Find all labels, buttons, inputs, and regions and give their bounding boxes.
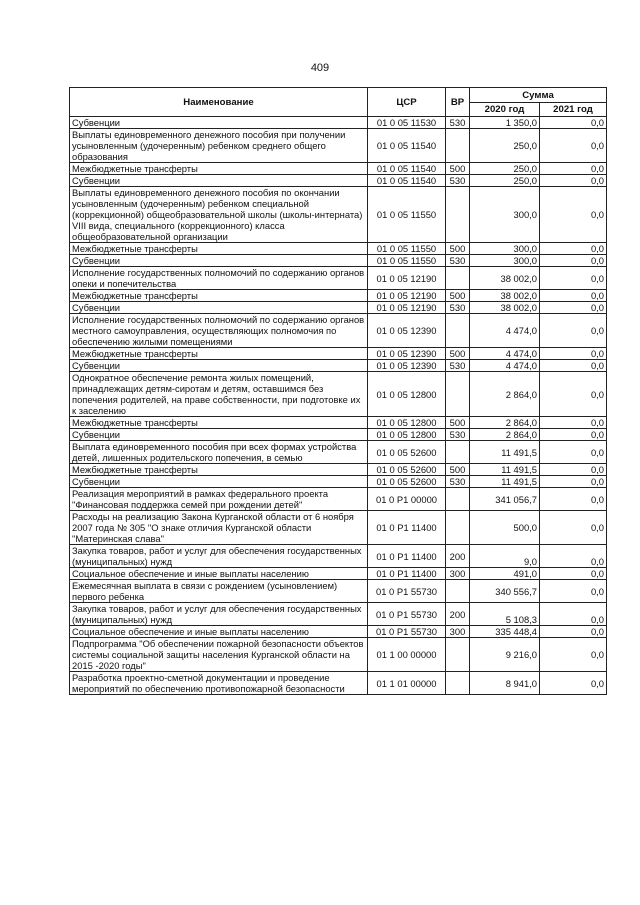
cell-amount-2021: 0,0 — [540, 267, 607, 290]
cell-amount-2020: 4 474,0 — [470, 360, 540, 372]
cell-vr: 500 — [446, 243, 470, 255]
table-row — [70, 255, 607, 267]
cell-amount-2021: 0,0 — [540, 348, 607, 360]
cell-vr: 500 — [446, 348, 470, 360]
cell-amount-2020: 11 491,5 — [470, 441, 540, 464]
cell-amount-2020: 500,0 — [470, 511, 540, 545]
cell-vr: 500 — [446, 464, 470, 476]
header-name: Наименование — [70, 88, 368, 117]
cell-csr: 01 0 05 12390 — [368, 360, 446, 372]
cell-amount-2020: 491,0 — [470, 568, 540, 580]
cell-name: Межбюджетные трансферты — [70, 348, 368, 360]
cell-amount-2021: 0,0 — [540, 511, 607, 545]
table-row — [70, 129, 607, 163]
table-row — [70, 314, 607, 348]
cell-amount-2021: 0,0 — [540, 129, 607, 163]
cell-vr: 200 — [446, 603, 470, 626]
cell-amount-2021: 0,0 — [540, 187, 607, 243]
cell-csr: 01 0 05 52600 — [368, 441, 446, 464]
cell-amount-2021: 0,0 — [540, 314, 607, 348]
cell-amount-2020: 250,0 — [470, 175, 540, 187]
cell-amount-2021: 0,0 — [540, 360, 607, 372]
cell-csr: 01 0 05 12800 — [368, 372, 446, 417]
cell-amount-2020: 5 108,3 — [470, 603, 540, 626]
cell-vr: 500 — [446, 417, 470, 429]
table-row — [70, 163, 607, 175]
table-row — [70, 175, 607, 187]
cell-amount-2021: 0,0 — [540, 580, 607, 603]
cell-vr: 530 — [446, 175, 470, 187]
table-row — [70, 638, 607, 672]
table-row — [70, 243, 607, 255]
cell-vr: 300 — [446, 568, 470, 580]
cell-amount-2020: 38 002,0 — [470, 302, 540, 314]
table-row — [70, 187, 607, 243]
cell-name: Выплаты единовременного денежного пособия по окончании усыновленным (удочеренным) ребенком специальной (коррекционной) общеобразовательной школы (школы-интерната) VIII вида, специального (коррекционного) класса общеобразовательной организации — [70, 187, 368, 243]
cell-vr — [446, 638, 470, 672]
cell-csr: 01 0 05 11550 — [368, 255, 446, 267]
cell-amount-2020: 11 491,5 — [470, 476, 540, 488]
cell-name: Исполнение государственных полномочий по содержанию органов местного самоуправления, осуществляющих полномочия по обеспечению жилыми помещениями — [70, 314, 368, 348]
table-row — [70, 626, 607, 638]
table-row — [70, 348, 607, 360]
cell-name: Реализация мероприятий в рамках федерального проекта "Финансовая поддержка семей при рождении детей" — [70, 488, 368, 511]
cell-amount-2020: 1 350,0 — [470, 117, 540, 129]
cell-vr — [446, 267, 470, 290]
cell-amount-2021: 0,0 — [540, 464, 607, 476]
table-row — [70, 441, 607, 464]
table-row — [70, 488, 607, 511]
cell-vr: 530 — [446, 429, 470, 441]
cell-vr: 530 — [446, 255, 470, 267]
header-csr: ЦСР — [368, 88, 446, 117]
cell-vr — [446, 129, 470, 163]
cell-name: Субвенции — [70, 429, 368, 441]
cell-amount-2021: 0,0 — [540, 117, 607, 129]
table-row — [70, 603, 607, 626]
cell-amount-2020: 335 448,4 — [470, 626, 540, 638]
cell-amount-2021: 0,0 — [540, 476, 607, 488]
cell-csr: 01 0 P1 55730 — [368, 603, 446, 626]
cell-vr — [446, 511, 470, 545]
cell-amount-2021: 0,0 — [540, 372, 607, 417]
cell-name: Разработка проектно-сметной документации и проведение мероприятий по обеспечению противопожарной безопасности — [70, 672, 368, 695]
cell-amount-2020: 300,0 — [470, 243, 540, 255]
cell-amount-2020: 340 556,7 — [470, 580, 540, 603]
table-row — [70, 267, 607, 290]
cell-amount-2021: 0,0 — [540, 243, 607, 255]
cell-amount-2020: 300,0 — [470, 255, 540, 267]
cell-csr: 01 0 05 12190 — [368, 267, 446, 290]
cell-amount-2020: 2 864,0 — [470, 372, 540, 417]
cell-amount-2020: 300,0 — [470, 187, 540, 243]
cell-csr: 01 0 05 12800 — [368, 417, 446, 429]
cell-csr: 01 0 05 12190 — [368, 302, 446, 314]
cell-vr — [446, 372, 470, 417]
table-row — [70, 672, 607, 695]
cell-vr — [446, 314, 470, 348]
table-row — [70, 545, 607, 568]
table-row — [70, 568, 607, 580]
cell-amount-2021: 0,0 — [540, 417, 607, 429]
table-row — [70, 372, 607, 417]
cell-csr: 01 0 05 11540 — [368, 175, 446, 187]
table-header — [70, 88, 607, 117]
cell-vr: 530 — [446, 302, 470, 314]
cell-vr — [446, 187, 470, 243]
cell-vr: 530 — [446, 117, 470, 129]
table-row — [70, 290, 607, 302]
cell-vr — [446, 488, 470, 511]
cell-csr: 01 0 05 11540 — [368, 129, 446, 163]
cell-amount-2021: 0,0 — [540, 290, 607, 302]
cell-csr: 01 1 00 00000 — [368, 638, 446, 672]
cell-csr: 01 0 P1 00000 — [368, 488, 446, 511]
cell-csr: 01 0 05 12800 — [368, 429, 446, 441]
cell-name: Субвенции — [70, 302, 368, 314]
table-body — [70, 117, 607, 695]
cell-amount-2020: 4 474,0 — [470, 314, 540, 348]
cell-amount-2021: 0,0 — [540, 441, 607, 464]
cell-name: Межбюджетные трансферты — [70, 243, 368, 255]
cell-csr: 01 0 05 12390 — [368, 314, 446, 348]
cell-amount-2021: 0,0 — [540, 488, 607, 511]
cell-name: Межбюджетные трансферты — [70, 464, 368, 476]
cell-amount-2021: 0,0 — [540, 429, 607, 441]
cell-name: Выплата единовременного пособия при всех формах устройства детей, лишенных родительского попечения, в семью — [70, 441, 368, 464]
cell-csr: 01 0 05 11550 — [368, 187, 446, 243]
page-number: 409 — [310, 62, 330, 74]
cell-name: Субвенции — [70, 117, 368, 129]
cell-name: Межбюджетные трансферты — [70, 163, 368, 175]
cell-vr — [446, 441, 470, 464]
budget-table — [69, 87, 607, 695]
cell-amount-2021: 0,0 — [540, 545, 607, 568]
cell-amount-2021: 0,0 — [540, 163, 607, 175]
table-row — [70, 464, 607, 476]
cell-name: Закупка товаров, работ и услуг для обеспечения государственных (муниципальных) нужд — [70, 603, 368, 626]
cell-amount-2021: 0,0 — [540, 638, 607, 672]
cell-csr: 01 0 05 11540 — [368, 163, 446, 175]
table-row — [70, 580, 607, 603]
cell-name: Социальное обеспечение и иные выплаты населению — [70, 626, 368, 638]
cell-vr: 300 — [446, 626, 470, 638]
cell-amount-2021: 0,0 — [540, 255, 607, 267]
cell-amount-2020: 9,0 — [470, 545, 540, 568]
cell-csr: 01 0 05 12390 — [368, 348, 446, 360]
cell-amount-2021: 0,0 — [540, 626, 607, 638]
cell-vr: 500 — [446, 163, 470, 175]
cell-csr: 01 0 P1 11400 — [368, 568, 446, 580]
header-vr: ВР — [446, 88, 470, 117]
header-sum: Сумма — [470, 88, 607, 103]
cell-amount-2021: 0,0 — [540, 672, 607, 695]
cell-csr: 01 0 05 11530 — [368, 117, 446, 129]
cell-amount-2020: 341 056,7 — [470, 488, 540, 511]
cell-name: Субвенции — [70, 175, 368, 187]
cell-amount-2020: 4 474,0 — [470, 348, 540, 360]
cell-amount-2020: 11 491,5 — [470, 464, 540, 476]
cell-amount-2020: 250,0 — [470, 129, 540, 163]
cell-vr: 500 — [446, 290, 470, 302]
cell-csr: 01 0 P1 11400 — [368, 511, 446, 545]
table-row — [70, 417, 607, 429]
cell-csr: 01 0 05 11550 — [368, 243, 446, 255]
cell-name: Социальное обеспечение и иные выплаты населению — [70, 568, 368, 580]
header-year-2021: 2021 год — [540, 103, 607, 117]
cell-amount-2020: 9 216,0 — [470, 638, 540, 672]
cell-amount-2020: 2 864,0 — [470, 429, 540, 441]
cell-vr: 530 — [446, 476, 470, 488]
cell-name: Закупка товаров, работ и услуг для обеспечения государственных (муниципальных) нужд — [70, 545, 368, 568]
cell-name: Субвенции — [70, 255, 368, 267]
cell-csr: 01 0 05 12190 — [368, 290, 446, 302]
table-row — [70, 511, 607, 545]
cell-name: Расходы на реализацию Закона Курганской области от 6 ноября 2007 года № 305 "О знаке отличия Курганской области "Материнская слава" — [70, 511, 368, 545]
cell-name: Ежемесячная выплата в связи с рождением (усыновлением) первого ребенка — [70, 580, 368, 603]
cell-name: Однократное обеспечение ремонта жилых помещений, принадлежащих детям-сиротам и детям, оставшимся без попечения родителей, на праве собственности, при подготовке их к заселению — [70, 372, 368, 417]
cell-amount-2021: 0,0 — [540, 603, 607, 626]
cell-vr: 200 — [446, 545, 470, 568]
table-row — [70, 476, 607, 488]
table-row — [70, 117, 607, 129]
cell-name: Исполнение государственных полномочий по содержанию органов опеки и попечительства — [70, 267, 368, 290]
cell-csr: 01 0 05 52600 — [368, 464, 446, 476]
cell-amount-2020: 8 941,0 — [470, 672, 540, 695]
cell-csr: 01 0 05 52600 — [368, 476, 446, 488]
cell-amount-2020: 2 864,0 — [470, 417, 540, 429]
cell-amount-2020: 38 002,0 — [470, 290, 540, 302]
cell-amount-2021: 0,0 — [540, 175, 607, 187]
cell-csr: 01 1 01 00000 — [368, 672, 446, 695]
cell-name: Субвенции — [70, 360, 368, 372]
cell-vr — [446, 672, 470, 695]
table-row — [70, 302, 607, 314]
cell-amount-2021: 0,0 — [540, 568, 607, 580]
cell-csr: 01 0 P1 55730 — [368, 580, 446, 603]
cell-vr — [446, 580, 470, 603]
cell-name: Межбюджетные трансферты — [70, 290, 368, 302]
cell-name: Подпрограмма "Об обеспечении пожарной безопасности объектов системы социальной защиты населения Курганской области на 2015 -2020 годы" — [70, 638, 368, 672]
table-row — [70, 429, 607, 441]
cell-amount-2020: 38 002,0 — [470, 267, 540, 290]
header-year-2020: 2020 год — [470, 103, 540, 117]
cell-vr: 530 — [446, 360, 470, 372]
cell-name: Субвенции — [70, 476, 368, 488]
cell-amount-2021: 0,0 — [540, 302, 607, 314]
cell-amount-2020: 250,0 — [470, 163, 540, 175]
cell-csr: 01 0 P1 55730 — [368, 626, 446, 638]
table-row — [70, 360, 607, 372]
cell-csr: 01 0 P1 11400 — [368, 545, 446, 568]
cell-name: Выплаты единовременного денежного пособия при получении усыновленным (удочеренным) ребенком среднего общего образования — [70, 129, 368, 163]
cell-name: Межбюджетные трансферты — [70, 417, 368, 429]
